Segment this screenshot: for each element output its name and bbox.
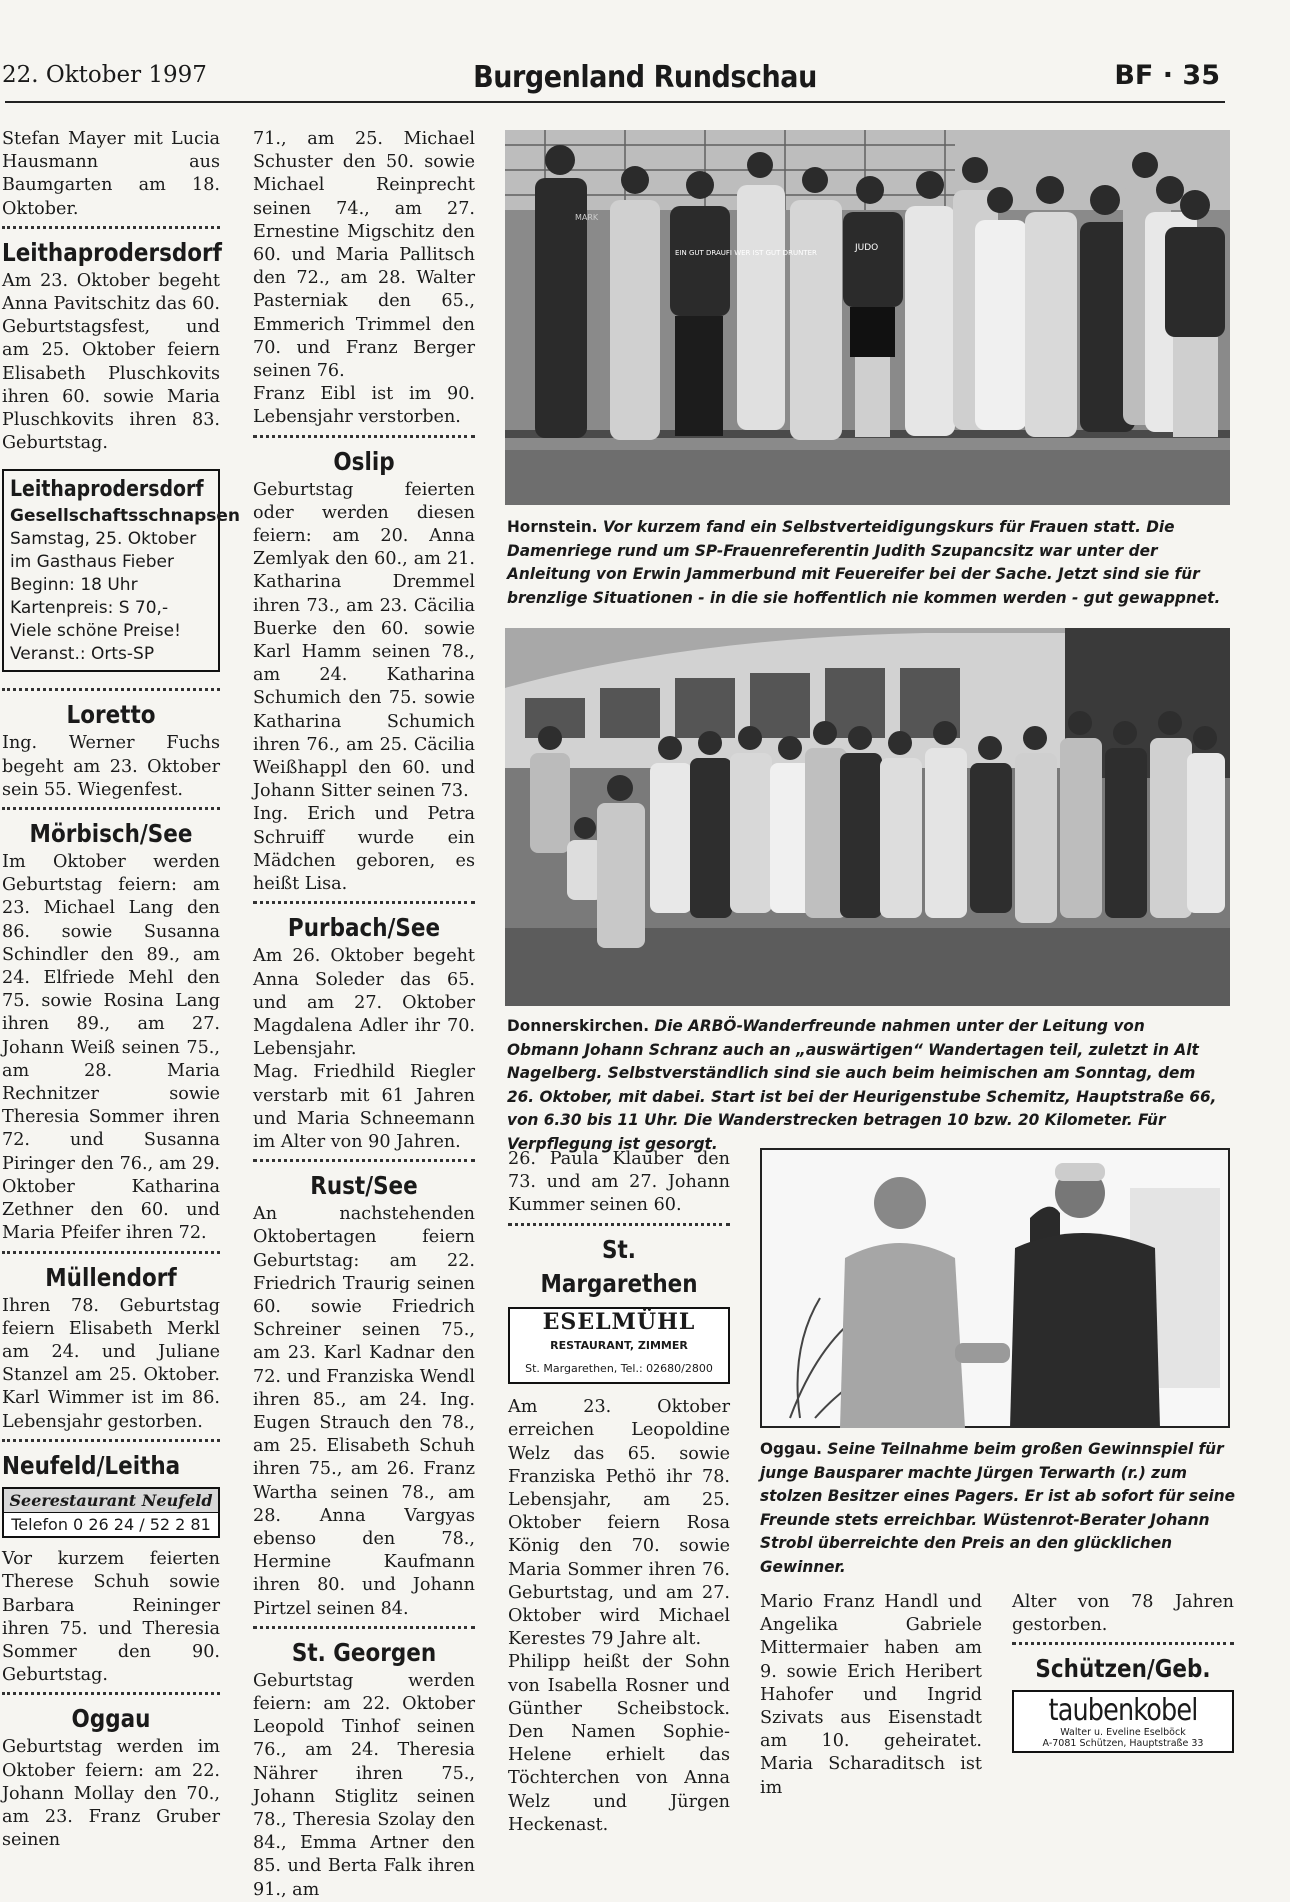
col2-s3-text: An nachstehenden Oktobertagen feiern Geburtstag: am 22. Friedrich Traurig seinen 60. sowie Friedrich Schreiner seinen 75., am 23. Karl Kadnar den 72. und Franziska Wendl ihren 85., am 24. Ing. Eugen Strauch den 78., am 25. Elisabeth Schuh ihren 75., am 26. Franz Wartha seinen 78., am 28. Anna Vargyas ebenso den 78., Hermine Kaufmann ihren 80. und Johann Pirtzel seinen 84. <box>253 1204 475 1619</box>
col1-s4-text: Ihren 78. Geburtstag feiern Elisabeth Merkl am 24. und Juliane Stanzel am 25. Oktober. Karl Wimmer ist im 86. Lebensjahr gestorben. <box>2 1295 220 1432</box>
section-heading: Oslip <box>333 446 395 476</box>
photo-donnerskirchen-caption <box>507 1014 1221 1155</box>
photo-donnerskirchen-image <box>505 628 1230 1006</box>
restaurant-ad-name: Seerestaurant Neufeld <box>9 1490 213 1510</box>
divider <box>253 901 475 904</box>
column-2 <box>253 128 475 1902</box>
section-heading: Rust/See <box>310 1171 418 1201</box>
col4-text: Mario Franz Handl und Angelika Gabriele Mittermaier haben am 9. sowie Erich Heribert Hahofer und Ingrid Szivats aus Eisenstadt am 10. geheiratet. Maria Scharaditsch ist im <box>760 1592 982 1798</box>
caption-place: Hornstein. <box>507 517 598 536</box>
column-4 <box>760 1591 982 1800</box>
section-heading: Leithaprodersdorf <box>2 237 222 267</box>
shirt-text: MARK <box>575 213 599 222</box>
restaurant-ad-phone: Telefon 0 26 24 / 52 2 81 <box>4 1512 218 1536</box>
col2-s4-text: Geburtstag werden feiern: am 22. Oktober Leopold Tinhof seinen 76., am 24. Theresia Nährer ihren 75., Johann Stiglitz seinen 78., Theresia Szolay den 84., Emma Artner den 85. und Berta Falk ihren 91., am <box>253 1670 475 1900</box>
section-heading: Müllendorf <box>45 1262 177 1292</box>
caption-place: Oggau. <box>760 1439 822 1458</box>
divider <box>2 1439 220 1442</box>
col2-s1-text: Geburtstag feierten oder werden diesen feiern: am 20. Anna Zemlyak den 60., am 21. Katharina Dremmel ihren 73., am 23. Cäcilia Buerke den 60. sowie Karl Hamm seinen 78., am 24. Katharina Schumich den 75. sowie Katharina Schumich ihren 76., am 25. Cäcilia Weißhappl den 60. und Johann Sitter seinen 73. <box>253 479 475 802</box>
section-heading: Schützen/Geb. <box>1035 1654 1211 1684</box>
event-ad-line: Gesellschaftsschnapsen <box>10 506 240 527</box>
header-rule <box>5 101 1225 103</box>
event-ad-line: Viele schöne Preise! <box>10 621 181 642</box>
section-heading: Purbach/See <box>287 913 441 943</box>
section-heading: St. Margarethen <box>540 1234 698 1298</box>
col1-s6-text: Geburtstag werden im Oktober feiern: am 22. Johann Mollay den 70., am 23. Franz Gruber seinen <box>2 1737 220 1851</box>
photo-oggau <box>760 1148 1230 1428</box>
taubenkobel-ad <box>1012 1690 1234 1753</box>
caption-text: Vor kurzem fand ein Selbstverteidigungskurs für Frauen statt. Die Damenriege rund um SP-Frauenreferentin Judith Szupancsitz war unter der Anleitung von Erwin Jammerbund mit Feuereifer bei der Sache. Jetzt sind sie für brenzlige Situationen - in die sie hoffentlich nie kommen werden - gut gewappnet. <box>507 517 1221 607</box>
eselmuehl-ad <box>508 1307 730 1385</box>
issue-date: 22. Oktober 1997 <box>2 62 207 88</box>
divider <box>2 807 220 810</box>
col2-s1-text2: Ing. Erich und Petra Schruiff wurde ein Mädchen geboren, es heißt Lisa. <box>253 804 475 895</box>
divider <box>2 1692 220 1695</box>
photo-oggau-image <box>760 1148 1230 1428</box>
photo-oggau-caption <box>760 1437 1239 1578</box>
col2-s2-text2: Mag. Friedhild Riegler verstarb mit 61 Jahren und Maria Schneemann im Alter von 90 Jahren. <box>253 1062 475 1152</box>
col1-s5-text: Vor kurzem feierten Therese Schuh sowie Barbara Reininger ihren 75. und Theresia Sommer den 90. Geburtstag. <box>2 1549 220 1686</box>
shirt-text: JUDO <box>855 243 879 253</box>
taubenkobel-ad-line: A-7081 Schützen, Hauptstraße 33 <box>1042 1738 1204 1750</box>
event-ad-line: Samstag, 25. Oktober <box>10 529 197 550</box>
photo-hornstein-image <box>505 130 1230 505</box>
section-heading: St. Georgen <box>291 1637 437 1667</box>
divider <box>253 1626 475 1629</box>
divider <box>253 1159 475 1162</box>
eselmuehl-ad-address: St. Margarethen, Tel.: 02680/2800 <box>525 1362 713 1376</box>
col2-intro2: Franz Eibl ist im 90. Lebensjahr verstorben. <box>253 384 475 428</box>
taubenkobel-ad-line: Walter u. Eveline Eselböck <box>1060 1727 1186 1739</box>
caption-place: Donnerskirchen. <box>507 1016 650 1035</box>
column-3 <box>508 1148 730 1837</box>
column-1 <box>2 128 240 1852</box>
taubenkobel-ad-name: taubenkobel <box>1048 1693 1198 1729</box>
col3-s1-text: Am 23. Oktober erreichen Leopoldine Welz das 65. sowie Franziska Pethö ihr 78. Lebensjahr, am 25. Oktober feiern Rosa König den 70. sowie Maria Sommer ihren 76. Geburtstag, und am 27. Oktober wird Michael Kerestes 79 Jahre alt. <box>508 1397 730 1650</box>
col5-text: Alter von 78 Jahren gestorben. <box>1012 1592 1234 1636</box>
photo-donnerskirchen <box>505 628 1230 1006</box>
event-ad-box <box>2 469 240 672</box>
restaurant-ad <box>2 1487 220 1538</box>
divider <box>2 688 220 691</box>
col1-s1-text: Am 23. Oktober begeht Anna Pavitschitz das 60. Geburtstagsfest, und am 25. Oktober feiern Elisabeth Pluschkovits ihren 60. sowie Maria Pluschkovits ihren 83. Geburtstag. <box>2 270 220 454</box>
eselmuehl-ad-name: ESELMÜHL <box>542 1308 696 1335</box>
event-ad-line: Veranst.: Orts-SP <box>10 644 155 665</box>
divider <box>1012 1642 1234 1645</box>
section-heading: Loretto <box>66 700 156 730</box>
col2-s2-text: Am 26. Oktober begeht Anna Soleder das 65. und am 27. Oktober Magdalena Adler ihr 70. Lebensjahr. <box>253 946 475 1060</box>
col1-s2-text: Ing. Werner Fuchs begeht am 23. Oktober sein 55. Wiegenfest. <box>2 733 220 800</box>
newspaper-title: Burgenland Rundschau <box>473 60 817 95</box>
divider <box>2 1251 220 1254</box>
photo-hornstein-caption <box>507 515 1221 609</box>
col2-intro: 71., am 25. Michael Schuster den 50. sowie Michael Reinprecht seinen 74., am 27. Ernestine Migschitz den 60. und Maria Pallitsch den 72., am 28. Walter Pasterniak den 65., Emmerich Trimmel den 70. und Franz Berger seinen 76. <box>253 129 475 382</box>
col3-s1-text2: Philipp heißt der Sohn von Isabella Rosner und Günther Scheibstock. Den Namen Sophie-Helene erhielt das Töchterchen von Anna Welz und Jürgen Heckenast. <box>508 1652 730 1835</box>
section-heading: Neufeld/Leitha <box>2 1450 181 1480</box>
col3-intro: 26. Paula Klauber den 73. und am 27. Johann Kummer seinen 60. <box>508 1149 730 1216</box>
caption-text: Die ARBÖ-Wanderfreunde nahmen unter der Leitung von Obmann Johann Schranz auch an „auswärtigen“ Wandertagen teil, zuletzt in Alt Nagelberg. Selbstverständlich sind sie auch beim heimischen am Sonntag, dem 26. Oktober, mit dabei. Start ist bei der Heurigenstube Schemitz, Hauptstraße 66, von 6.30 bis 11 Uhr. Die Wanderstrecken betragen 10 bzw. 20 Kilometer. Für Verpflegung ist gesorgt. <box>507 1016 1217 1153</box>
photo-hornstein <box>505 130 1230 505</box>
event-ad-line: Kartenpreis: S 70,- <box>10 598 169 619</box>
caption-text: Seine Teilnahme beim großen Gewinnspiel für junge Bausparer machte Jürgen Terwarth (r.) zum stolzen Besitzer eines Pagers. Er ist ab sofort für seine Freunde stets erreichbar. Wüstenrot-Berater Johann Strobl überreichte den Preis an den glücklichen Gewinner. <box>760 1439 1235 1576</box>
shirt-text: EIN GUT DRAUFI WER IST GUT DRUNTER <box>675 249 817 257</box>
col1-s3-text: Im Oktober werden Geburtstag feiern: am 23. Michael Lang den 86. sowie Susanna Schindler den 89., am 24. Elfriede Mehl den 75. sowie Rosina Lang ihren 89., am 27. Johann Weiß seinen 75., am 28. Maria Rechnitzer sowie Theresia Sommer ihren 72. und Susanna Piringer den 76., am 29. Oktober Katharina Zethner den 60. und Maria Pfeifer ihren 72. <box>2 852 220 1244</box>
divider <box>253 435 475 438</box>
section-heading: Mörbisch/See <box>29 819 193 849</box>
divider <box>2 226 220 229</box>
event-ad-line: Beginn: 18 Uhr <box>10 575 138 596</box>
page-number: BF · 35 <box>1114 60 1220 91</box>
col1-intro: Stefan Mayer mit Lucia Hausmann aus Baumgarten am 18. Oktober. <box>2 129 220 219</box>
column-5 <box>1012 1591 1234 1753</box>
section-heading: Oggau <box>71 1704 151 1734</box>
event-ad-title: Leithaprodersdorf <box>10 477 204 503</box>
event-ad-line: im Gasthaus Fieber <box>10 552 174 573</box>
divider <box>508 1223 730 1226</box>
eselmuehl-ad-sub: RESTAURANT, ZIMMER <box>550 1338 688 1352</box>
